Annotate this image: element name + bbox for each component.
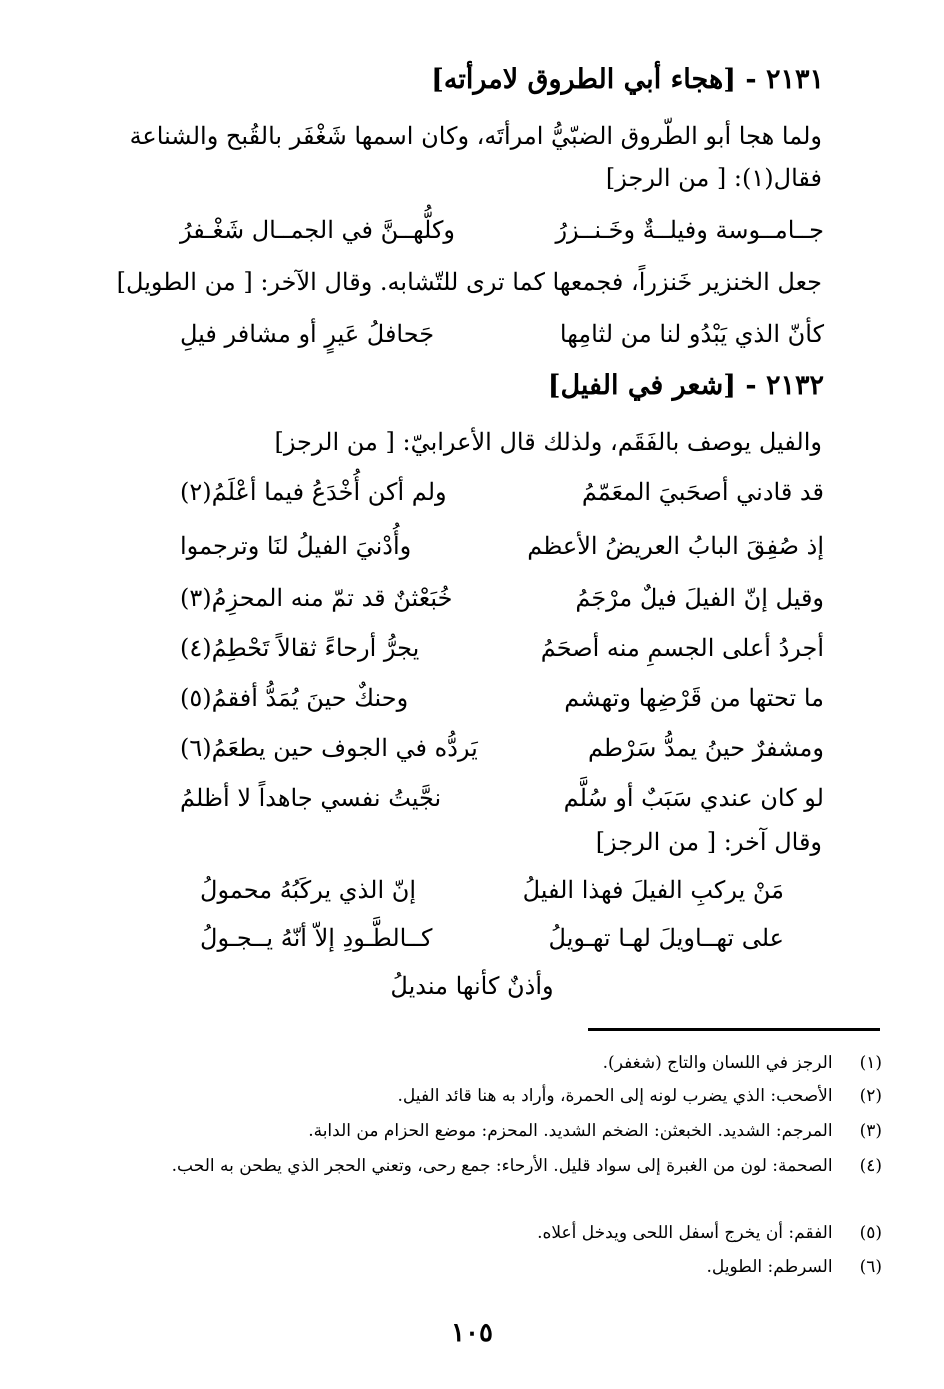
footnote-number: (٣)	[859, 1121, 882, 1141]
verse-line	[0, 920, 944, 956]
footnote-text: المرجم: الشديد. الخبعثن: الضخم الشديد. المحزم: موضع الحزام من الدابة.	[308, 1121, 833, 1141]
prose-paragraph: والفيل يوصف بالفَقَم، ولذلك قال الأعرابيّ: [ من الرجز]	[274, 428, 822, 456]
section-heading-2131: ٢١٣١ - [هجاء أبي الطروق لامرأته]	[431, 64, 824, 95]
footnote	[60, 1153, 882, 1179]
verse-first-hemistich: قد قادني أصحَبيَ المعَمّمُ	[581, 478, 824, 506]
footnote-number: (٥)	[859, 1223, 882, 1243]
footnote-text: الفقم: أن يخرج أسفل اللحى ويدخل أعلاه.	[537, 1223, 833, 1243]
verse-line	[0, 872, 944, 908]
prose-paragraph: ولما هجا أبو الطّروق الضبّيُّ امرأتَه، وكان اسمها شَغْفَر بالقُبح والشناعة	[129, 122, 822, 150]
verse-first-hemistich: ما تحتها من قَرْضِها وتهشم	[564, 684, 824, 712]
verse-first-hemistich: على تهــاويلَ لهـا تهـويلُ	[548, 924, 784, 952]
footnote-number: (١)	[859, 1053, 882, 1073]
verse-second-hemistich: إنّ الذي يركَبُهُ محمولُ	[200, 876, 417, 904]
footnote	[60, 1050, 882, 1076]
verse-first-hemistich: ومشفرٌ حينُ يمدُّ سَرْطم	[587, 734, 824, 762]
page-number: ١٠٥	[451, 1318, 493, 1348]
verse-second-hemistich: يَردُّه في الجوف حين يطعَمُ(٦)	[180, 734, 478, 762]
verse-second-hemistich: نجَّيتُ نفسي جاهداً لا أظلمُ	[180, 784, 442, 812]
verse-first-hemistich: أجردُ أعلى الجسمِ منه أصحَمُ	[540, 634, 824, 662]
verse-line	[0, 630, 944, 666]
footnote-number: (٦)	[859, 1257, 882, 1277]
verse-second-hemistich: وكلُّهــنَّ في الجمــال شَغْـفرُ	[180, 216, 455, 244]
verse-first-hemistich: كأنّ الذي يَبْدُو لنا من لثامِها	[559, 320, 824, 348]
footnote	[60, 1254, 882, 1280]
verse-second-hemistich: كــالطَّـودِ إلاّ أنّهُ يــجـولُ	[200, 924, 433, 952]
verse-line	[0, 780, 944, 816]
footnote-number: (٤)	[859, 1156, 882, 1176]
footnote-text: الصحمة: لون من الغبرة إلى سواد قليل. الأرحاء: جمع رحى، وتعني الحجر الذي يطحن به الحب.	[171, 1156, 833, 1176]
verse-line	[0, 680, 944, 716]
prose-line-meter: فقال(١): [ من الرجز]	[605, 164, 822, 192]
verse-first-hemistich: جــامــوسة وفيلــةٌ وخَـنــزرُ	[555, 216, 824, 244]
verse-second-hemistich: وحنكٌ حينَ يُمَدُّ أفقمُ(٥)	[180, 684, 409, 712]
verse-closing-line: وأذنٌ كأنها منديلُ	[390, 972, 554, 1000]
verse-second-hemistich: ولم أكن أُخْدَعُ فيما أعْلَمُ(٢)	[180, 478, 447, 506]
footnote-separator	[588, 1028, 880, 1031]
footnote	[60, 1220, 882, 1246]
footnote-text: السرطم: الطويل.	[706, 1257, 833, 1277]
prose-line-meter: وقال آخر: [ من الرجز]	[595, 828, 822, 856]
verse-second-hemistich: يجرُّ أرحاءً ثقالاً تَحْطِمُ(٤)	[180, 634, 420, 662]
verse-second-hemistich: جَحافلُ عَيرٍ أو مشافر فيلِ	[180, 320, 435, 348]
verse-first-hemistich: مَنْ يركبِ الفيلَ فهذا الفيلُ	[522, 876, 784, 904]
verse-line	[0, 316, 944, 352]
verse-first-hemistich: لو كان عندي سَبَبٌ أو سُلَّم	[563, 784, 824, 812]
footnote	[60, 1118, 882, 1144]
verse-first-hemistich: إذ صُفِقَ البابُ العريضُ الأعظم	[527, 532, 824, 560]
prose-paragraph: جعل الخنزير خَنزراً، فجمعها كما ترى للتّشابه. وقال الآخر: [ من الطويل]	[116, 268, 822, 296]
verse-second-hemistich: وأُدْنيَ الفيلُ لنَا وترجموا	[180, 532, 412, 560]
footnote-number: (٢)	[859, 1086, 882, 1106]
verse-line	[0, 474, 944, 510]
footnote	[60, 1083, 882, 1109]
footnote-text: الرجز في اللسان والتاج (شغفر).	[602, 1053, 833, 1073]
section-heading-2132: ٢١٣٢ - [شعر في الفيل]	[547, 370, 824, 401]
verse-line	[0, 730, 944, 766]
footnote-text: الأصحب: الذي يضرب لونه إلى الحمرة، وأراد به هنا قائد الفيل.	[397, 1086, 833, 1106]
verse-second-hemistich: خُبَعْثنٌ قد تمّ منه المحزِمُ(٣)	[180, 584, 453, 612]
verse-line	[0, 212, 944, 248]
verse-line	[0, 580, 944, 616]
verse-line	[0, 528, 944, 564]
verse-first-hemistich: وقيل إنّ الفيلَ فيلٌ مرْجَمُ	[575, 584, 824, 612]
